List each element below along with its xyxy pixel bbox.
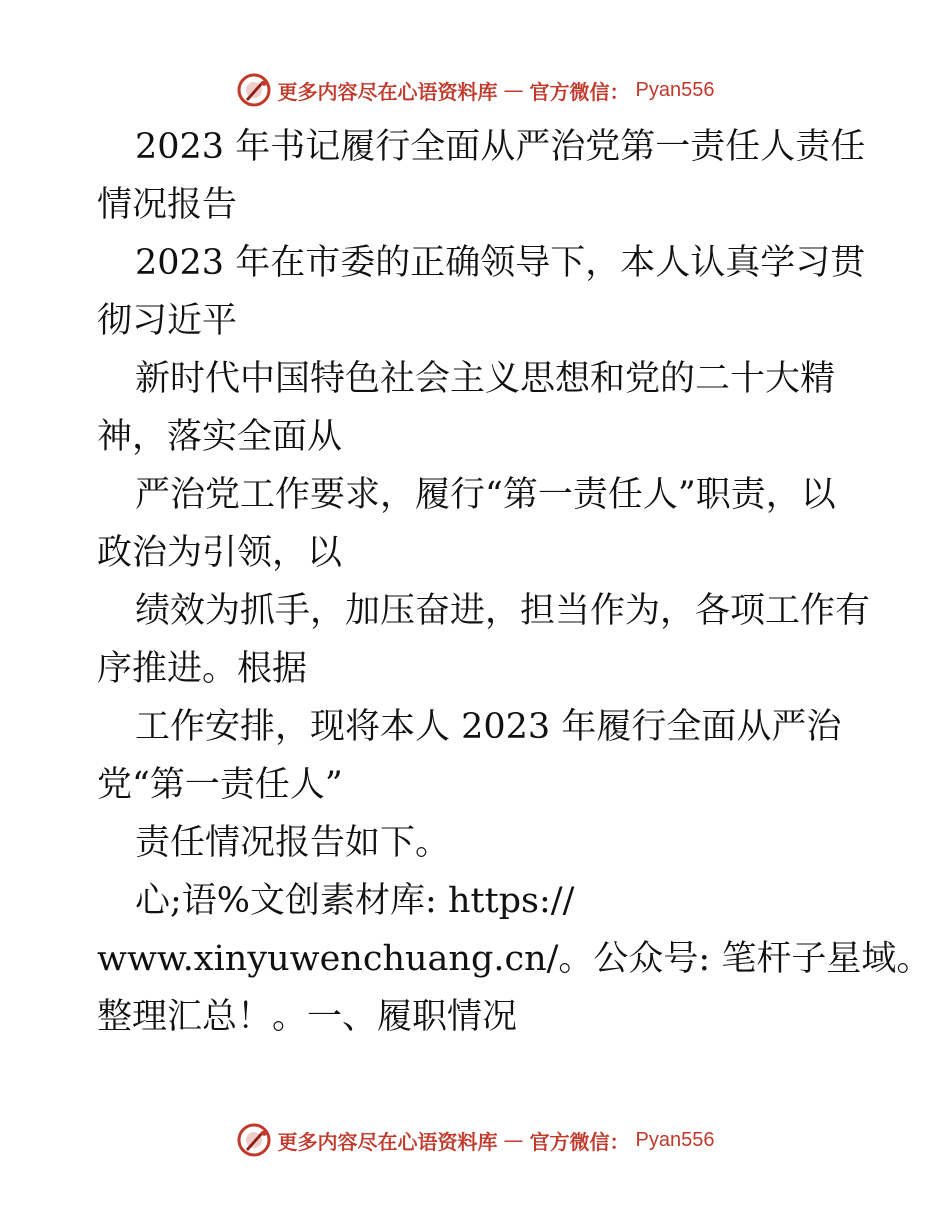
title-line-2: 情况报告 (97, 185, 238, 225)
brand-text: 更多内容尽在心语资料库 (277, 79, 498, 104)
paragraph-line: 绩效为抓手，加压奋进，担当作为，各项工作有 (135, 591, 871, 631)
wechat-id: Pyan556 (635, 78, 715, 101)
banner-dash: — (503, 78, 524, 102)
title-line-1: 2023 年书记履行全面从严治党第一责任人责任 (135, 127, 866, 167)
footer-banner (0, 1120, 950, 1160)
banner-dash: — (503, 1128, 524, 1152)
paragraph-line: 彻习近平 (97, 301, 238, 341)
quill-logo-icon (236, 1122, 272, 1158)
document-body (97, 118, 932, 1046)
paragraph-line: 神，落实全面从 (97, 417, 343, 457)
paragraph-line: 党“第一责任人” (97, 765, 343, 805)
paragraph-line: 序推进。根据 (97, 649, 308, 689)
section-heading-line: 整理汇总！。一、履职情况 (97, 997, 518, 1037)
paragraph-line: www.xinyuwenchuang.cn/。公众号: 笔杆子星域。 (97, 939, 932, 979)
paragraph-line: 责任情况报告如下。 (135, 823, 451, 863)
wechat-id: Pyan556 (635, 1128, 715, 1151)
paragraph-line: 严治党工作要求，履行“第一责任人”职责，以 (135, 475, 836, 515)
wechat-label: 官方微信： (529, 1129, 630, 1154)
header-banner (0, 70, 950, 110)
quill-logo-icon (236, 72, 272, 108)
paragraph-line: 新时代中国特色社会主义思想和党的二十大精 (135, 359, 836, 399)
wechat-label: 官方微信： (529, 79, 630, 104)
paragraph-line: 工作安排，现将本人 2023 年履行全面从严治 (135, 707, 842, 747)
paragraph-line: 心;语%文创素材库: https:// (135, 881, 575, 921)
brand-text: 更多内容尽在心语资料库 (277, 1129, 498, 1154)
paragraph-line: 政治为引领，以 (97, 533, 343, 573)
paragraph-line: 2023 年在市委的正确领导下，本人认真学习贯 (135, 243, 866, 283)
